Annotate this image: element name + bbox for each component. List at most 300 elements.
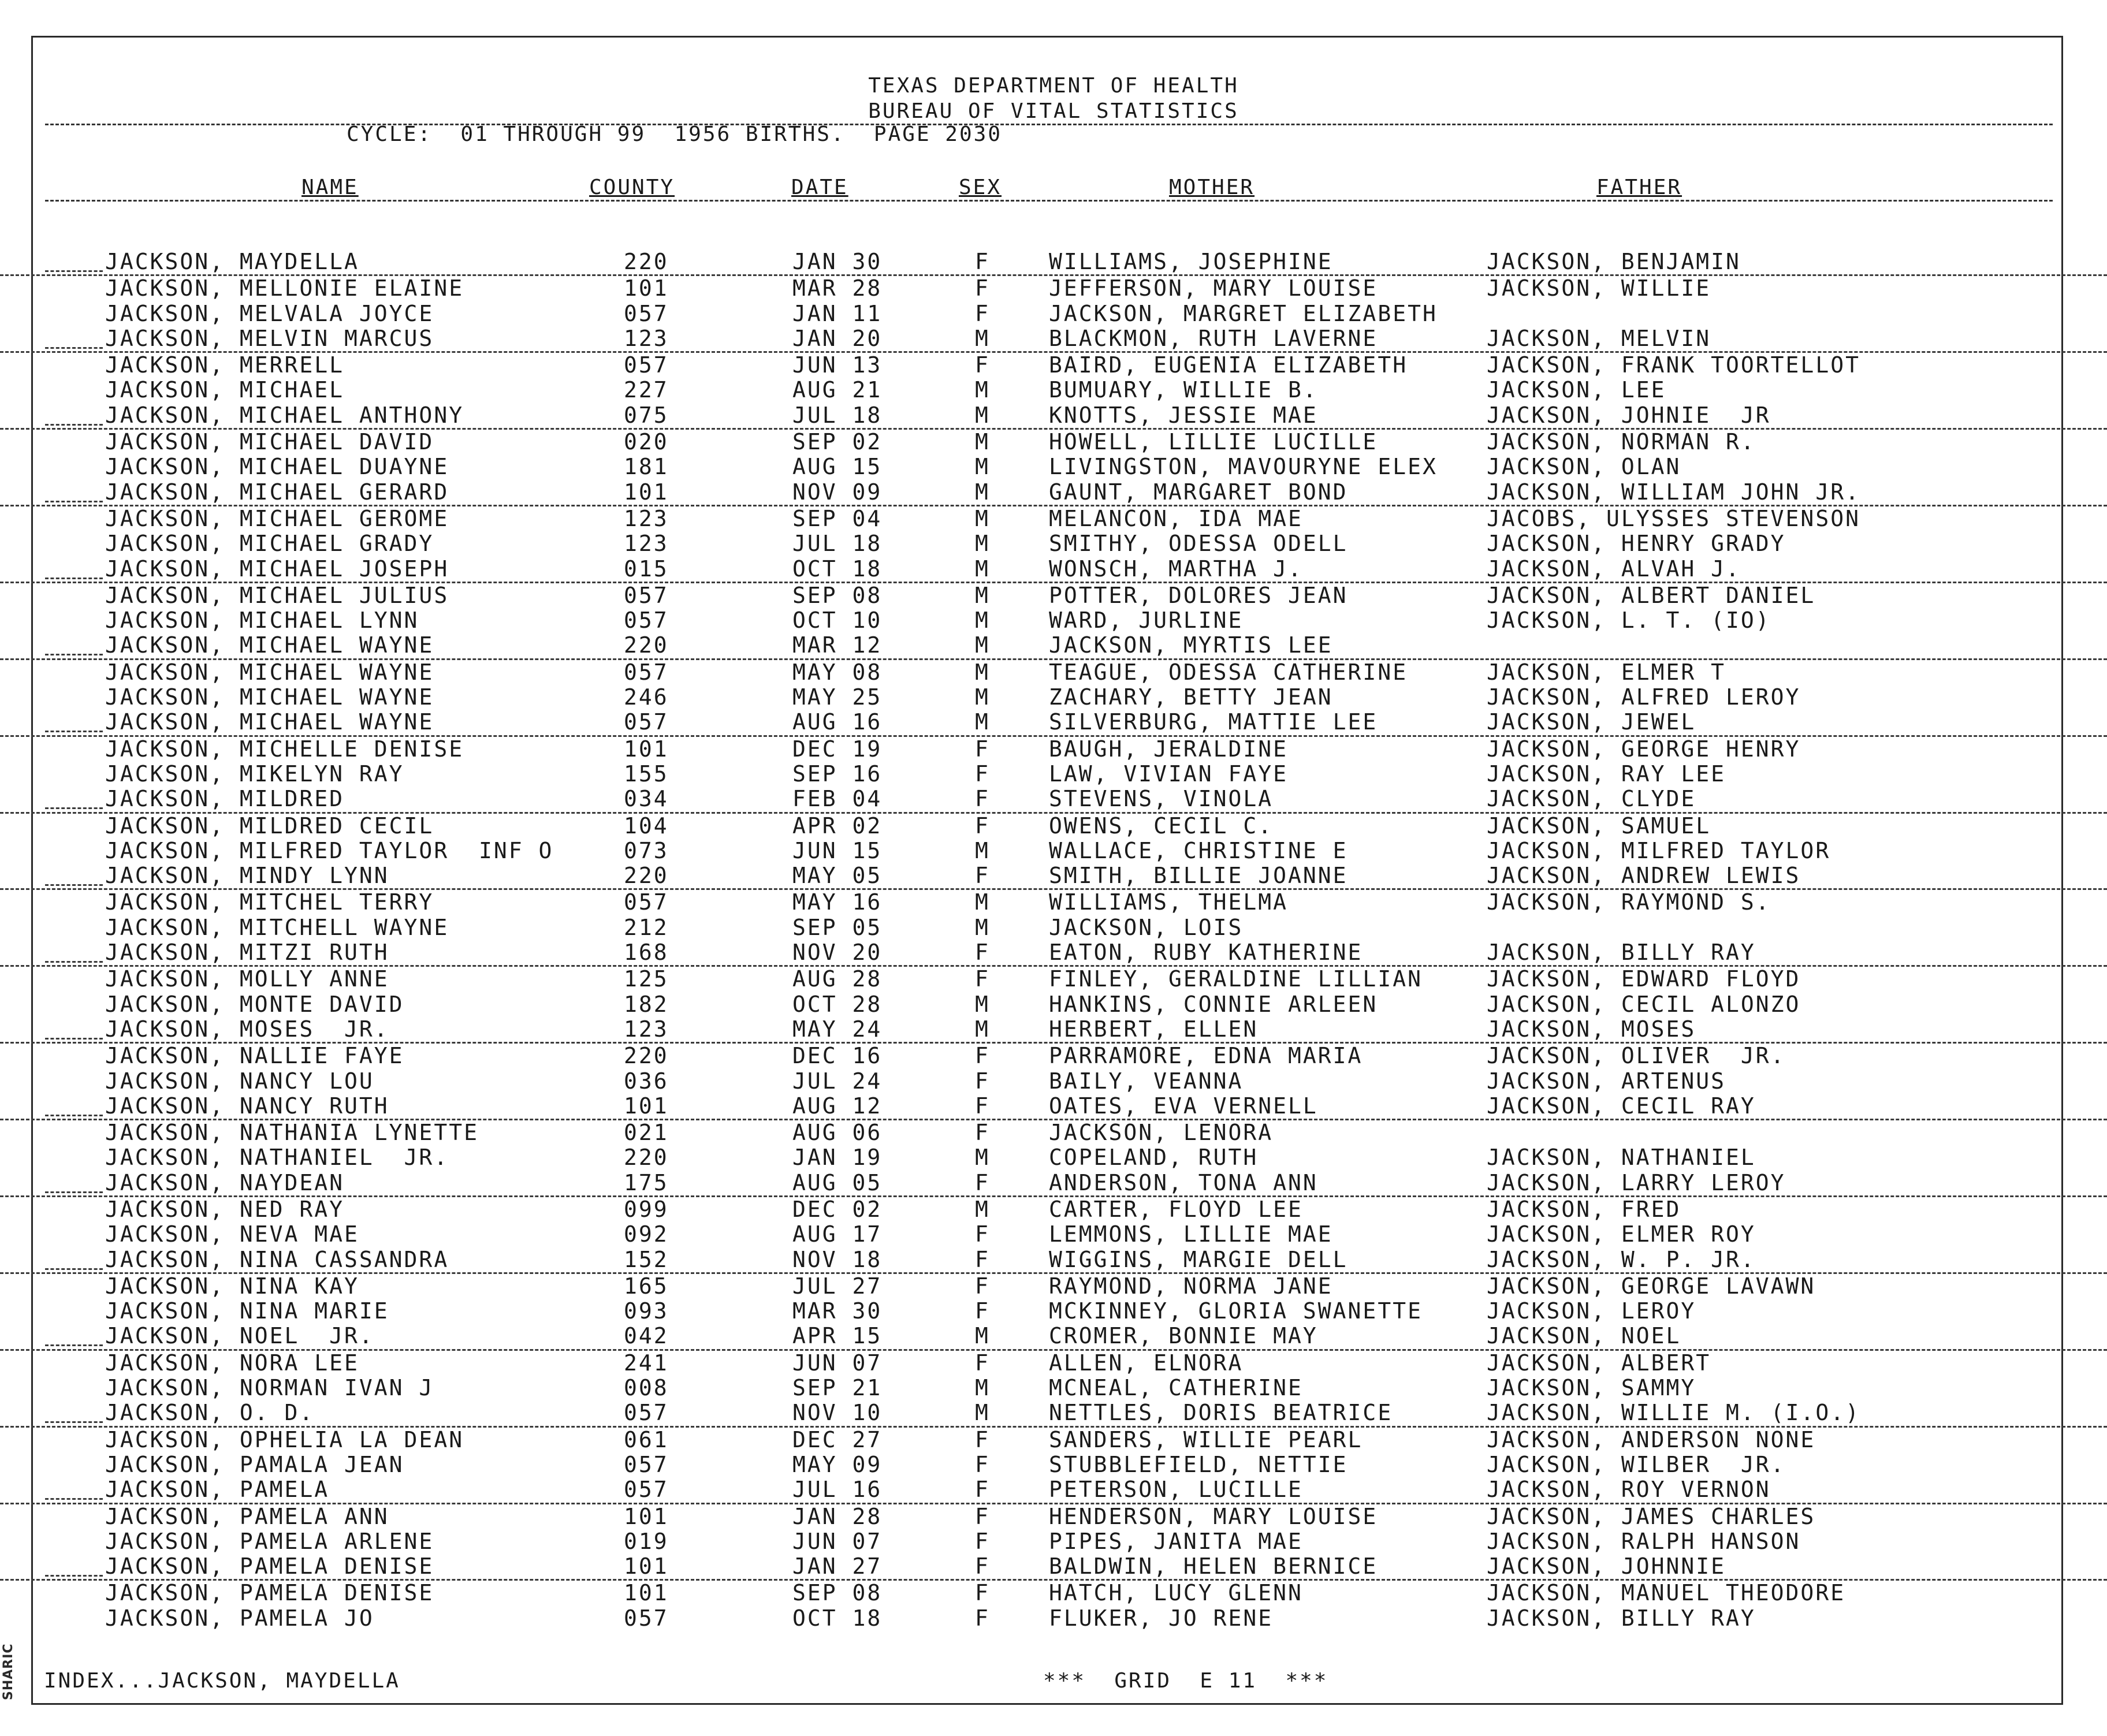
record-mother: WARD, JURLINE bbox=[1049, 608, 1244, 634]
record-county: 034 bbox=[624, 786, 669, 812]
record-date: DEC 16 bbox=[792, 1043, 883, 1069]
record-mother: PIPES, JANITA MAE bbox=[1049, 1528, 1303, 1554]
record-name: JACKSON, NANCY RUTH bbox=[105, 1093, 389, 1119]
record-mother: STEVENS, VINOLA bbox=[1049, 786, 1274, 812]
record-father: JACKSON, RAY LEE bbox=[1487, 761, 1726, 787]
record-date: OCT 10 bbox=[792, 608, 883, 634]
record-sex: M bbox=[975, 684, 990, 710]
record-row bbox=[0, 839, 2107, 863]
record-sex: F bbox=[975, 1477, 990, 1503]
record-sex: M bbox=[975, 608, 990, 634]
record-mother: LEMMONS, LILLIE MAE bbox=[1049, 1221, 1333, 1247]
record-date: MAY 16 bbox=[792, 889, 883, 915]
record-county: 057 bbox=[624, 1605, 669, 1631]
record-county: 220 bbox=[624, 1145, 669, 1171]
record-father: JACKSON, WILLIE bbox=[1487, 275, 1711, 301]
record-sex: F bbox=[975, 1554, 990, 1579]
record-sex: M bbox=[975, 1145, 990, 1171]
record-row bbox=[0, 1094, 2107, 1120]
record-father: JACKSON, W. P. JR. bbox=[1487, 1246, 1756, 1272]
record-father: JACKSON, ANDERSON NONE bbox=[1487, 1426, 1816, 1452]
record-father: JACKSON, JOHNNIE bbox=[1487, 1554, 1726, 1579]
record-name: JACKSON, PAMELA ARLENE bbox=[105, 1528, 434, 1554]
record-county: 015 bbox=[624, 556, 669, 582]
record-mother: SILVERBURG, MATTIE LEE bbox=[1049, 709, 1378, 735]
record-mother: HANKINS, CONNIE ARLEEN bbox=[1049, 991, 1378, 1017]
record-county: 246 bbox=[624, 684, 669, 710]
record-mother: BAILY, VEANNA bbox=[1049, 1068, 1244, 1094]
record-date: JUL 27 bbox=[792, 1273, 883, 1299]
record-date: SEP 08 bbox=[792, 1580, 883, 1606]
record-date: AUG 16 bbox=[792, 709, 883, 735]
record-mother: JACKSON, MARGRET ELIZABETH bbox=[1049, 300, 1438, 326]
record-sex: F bbox=[975, 275, 990, 301]
record-date: MAR 30 bbox=[792, 1298, 883, 1324]
record-mother: HOWELL, LILLIE LUCILLE bbox=[1049, 429, 1378, 455]
record-county: 165 bbox=[624, 1273, 669, 1299]
record-county: 021 bbox=[624, 1120, 669, 1146]
record-mother: GAUNT, MARGARET BOND bbox=[1049, 479, 1348, 505]
record-county: 220 bbox=[624, 249, 669, 274]
record-sex: M bbox=[975, 1323, 990, 1349]
record-name: JACKSON, MICHAEL JOSEPH bbox=[105, 556, 449, 582]
record-county: 220 bbox=[624, 863, 669, 889]
record-sex: M bbox=[975, 505, 990, 531]
record-date: JAN 28 bbox=[792, 1503, 883, 1529]
record-sex: F bbox=[975, 1605, 990, 1631]
record-name: JACKSON, MICHELLE DENISE bbox=[105, 736, 464, 762]
record-father: JACKSON, WILBER JR. bbox=[1487, 1451, 1786, 1477]
record-father: JACKSON, SAMMY bbox=[1487, 1375, 1696, 1401]
record-father: JACKSON, JAMES CHARLES bbox=[1487, 1503, 1816, 1529]
record-mother: STUBBLEFIELD, NETTIE bbox=[1049, 1451, 1348, 1477]
record-name: JACKSON, MICHAEL DUAYNE bbox=[105, 454, 449, 480]
record-date: SEP 08 bbox=[792, 582, 883, 608]
record-row bbox=[0, 633, 2107, 660]
record-row bbox=[0, 1504, 2107, 1529]
record-date: AUG 05 bbox=[792, 1169, 883, 1195]
record-name: JACKSON, MOLLY ANNE bbox=[105, 966, 389, 992]
record-name: JACKSON, MERRELL bbox=[105, 352, 345, 378]
record-date: MAY 09 bbox=[792, 1451, 883, 1477]
record-county: 175 bbox=[624, 1169, 669, 1195]
record-sex: M bbox=[975, 479, 990, 505]
record-row bbox=[0, 890, 2107, 915]
record-mother: ANDERSON, TONA ANN bbox=[1049, 1169, 1318, 1195]
record-father: JACKSON, JOHNIE JR bbox=[1487, 402, 1771, 428]
record-sex: M bbox=[975, 325, 990, 351]
record-county: 104 bbox=[624, 813, 669, 839]
record-county: 101 bbox=[624, 1580, 669, 1606]
record-father: JACKSON, RALPH HANSON bbox=[1487, 1528, 1801, 1554]
record-row bbox=[0, 301, 2107, 326]
record-county: 123 bbox=[624, 325, 669, 351]
record-county: 152 bbox=[624, 1246, 669, 1272]
record-mother: HATCH, LUCY GLENN bbox=[1049, 1580, 1303, 1606]
record-name: JACKSON, MICHAEL GRADY bbox=[105, 531, 434, 557]
record-row bbox=[0, 378, 2107, 403]
record-father: JACKSON, FRANK TOORTELLOT bbox=[1487, 352, 1860, 378]
record-mother: ALLEN, ELNORA bbox=[1049, 1350, 1244, 1376]
record-sex: F bbox=[975, 761, 990, 787]
record-father: JACKSON, MOSES bbox=[1487, 1016, 1696, 1042]
record-father: JACKSON, LEE bbox=[1487, 377, 1666, 403]
record-sex: F bbox=[975, 1580, 990, 1606]
record-county: 057 bbox=[624, 1477, 669, 1503]
record-county: 182 bbox=[624, 991, 669, 1017]
record-sex: F bbox=[975, 352, 990, 378]
record-name: JACKSON, MIKELYN RAY bbox=[105, 761, 404, 787]
record-sex: F bbox=[975, 1043, 990, 1069]
record-name: JACKSON, NEVA MAE bbox=[105, 1221, 359, 1247]
record-father: JACKSON, OLIVER JR. bbox=[1487, 1043, 1786, 1069]
record-county: 092 bbox=[624, 1221, 669, 1247]
record-sex: F bbox=[975, 1169, 990, 1195]
record-sex: M bbox=[975, 377, 990, 403]
record-name: JACKSON, NINA CASSANDRA bbox=[105, 1246, 449, 1272]
record-county: 042 bbox=[624, 1323, 669, 1349]
record-county: 008 bbox=[624, 1375, 669, 1401]
record-row bbox=[0, 1606, 2107, 1631]
record-row bbox=[0, 737, 2107, 762]
record-sex: M bbox=[975, 1196, 990, 1222]
record-row bbox=[0, 608, 2107, 633]
record-county: 101 bbox=[624, 479, 669, 505]
record-row bbox=[0, 506, 2107, 531]
record-father: JACKSON, BILLY RAY bbox=[1487, 940, 1756, 966]
record-row bbox=[0, 814, 2107, 839]
record-name: JACKSON, MICHAEL WAYNE bbox=[105, 709, 434, 735]
record-county: 061 bbox=[624, 1426, 669, 1452]
record-date: MAR 28 bbox=[792, 275, 883, 301]
record-name: JACKSON, MELLONIE ELAINE bbox=[105, 275, 464, 301]
record-row bbox=[0, 1069, 2107, 1094]
record-row bbox=[0, 787, 2107, 813]
record-name: JACKSON, MICHAEL LYNN bbox=[105, 608, 419, 634]
record-row bbox=[0, 1376, 2107, 1400]
record-name: JACKSON, NINA MARIE bbox=[105, 1298, 389, 1324]
record-mother: FINLEY, GERALDINE LILLIAN bbox=[1049, 966, 1423, 992]
record-row bbox=[0, 1247, 2107, 1274]
record-row bbox=[0, 1044, 2107, 1068]
record-row bbox=[0, 430, 2107, 455]
record-date: APR 15 bbox=[792, 1323, 883, 1349]
record-name: JACKSON, NATHANIEL JR. bbox=[105, 1145, 449, 1171]
record-sex: F bbox=[975, 1093, 990, 1119]
record-mother: WONSCH, MARTHA J. bbox=[1049, 556, 1303, 582]
record-father: JACKSON, ALBERT bbox=[1487, 1350, 1711, 1376]
record-sex: F bbox=[975, 1298, 990, 1324]
record-row bbox=[0, 1197, 2107, 1222]
record-sex: F bbox=[975, 1426, 990, 1452]
record-name: JACKSON, NOEL JR. bbox=[105, 1323, 374, 1349]
record-father: JACKSON, CECIL ALONZO bbox=[1487, 991, 1801, 1017]
record-date: SEP 21 bbox=[792, 1375, 883, 1401]
record-mother: CROMER, BONNIE MAY bbox=[1049, 1323, 1318, 1349]
record-date: MAR 12 bbox=[792, 632, 883, 658]
record-date: SEP 05 bbox=[792, 914, 883, 940]
record-sex: M bbox=[975, 531, 990, 557]
record-father: JACKSON, ALBERT DANIEL bbox=[1487, 582, 1816, 608]
record-father: JACKSON, ELMER T bbox=[1487, 659, 1726, 685]
record-father: JACKSON, BILLY RAY bbox=[1487, 1605, 1756, 1631]
record-county: 093 bbox=[624, 1298, 669, 1324]
record-father: JACKSON, NORMAN R. bbox=[1487, 429, 1756, 455]
record-date: AUG 21 bbox=[792, 377, 883, 403]
record-sex: F bbox=[975, 1120, 990, 1146]
record-father: JACKSON, ALVAH J. bbox=[1487, 556, 1741, 582]
record-name: JACKSON, MILDRED bbox=[105, 786, 345, 812]
record-father: JACOBS, ULYSSES STEVENSON bbox=[1487, 505, 1860, 531]
record-date: JAN 19 bbox=[792, 1145, 883, 1171]
record-name: JACKSON, PAMELA DENISE bbox=[105, 1554, 434, 1579]
record-date: APR 02 bbox=[792, 813, 883, 839]
column-header-sex: SEX bbox=[959, 176, 1002, 199]
record-mother: JACKSON, MYRTIS LEE bbox=[1049, 632, 1333, 658]
record-name: JACKSON, NAYDEAN bbox=[105, 1169, 345, 1195]
record-row bbox=[0, 1222, 2107, 1247]
record-sex: F bbox=[975, 1528, 990, 1554]
record-date: SEP 04 bbox=[792, 505, 883, 531]
record-county: 036 bbox=[624, 1068, 669, 1094]
record-sex: F bbox=[975, 940, 990, 966]
record-sex: M bbox=[975, 454, 990, 480]
record-row bbox=[0, 1428, 2107, 1452]
record-mother: POTTER, DOLORES JEAN bbox=[1049, 582, 1348, 608]
agency-title: TEXAS DEPARTMENT OF HEALTH bbox=[868, 74, 1239, 98]
record-father: JACKSON, HENRY GRADY bbox=[1487, 531, 1786, 557]
birth-records-list bbox=[0, 249, 2107, 1631]
record-father: JACKSON, MELVIN bbox=[1487, 325, 1711, 351]
record-row bbox=[0, 685, 2107, 710]
record-date: DEC 19 bbox=[792, 736, 883, 762]
record-sex: F bbox=[975, 863, 990, 889]
record-name: JACKSON, MOSES JR. bbox=[105, 1016, 389, 1042]
record-date: FEB 04 bbox=[792, 786, 883, 812]
record-mother: BAUGH, JERALDINE bbox=[1049, 736, 1289, 762]
record-mother: MCNEAL, CATHERINE bbox=[1049, 1375, 1303, 1401]
record-mother: JEFFERSON, MARY LOUISE bbox=[1049, 275, 1378, 301]
record-mother: OWENS, CECIL C. bbox=[1049, 813, 1274, 839]
record-row bbox=[0, 992, 2107, 1017]
record-father: JACKSON, L. T. (IO) bbox=[1487, 608, 1771, 634]
record-row bbox=[0, 1400, 2107, 1427]
record-name: JACKSON, PAMELA ANN bbox=[105, 1503, 389, 1529]
record-sex: F bbox=[975, 1068, 990, 1094]
record-date: MAY 05 bbox=[792, 863, 883, 889]
record-name: JACKSON, NED RAY bbox=[105, 1196, 345, 1222]
record-county: 057 bbox=[624, 608, 669, 634]
record-row bbox=[0, 1274, 2107, 1299]
record-row bbox=[0, 583, 2107, 608]
column-header-rule bbox=[45, 200, 2053, 202]
record-mother: BLACKMON, RUTH LAVERNE bbox=[1049, 325, 1378, 351]
record-mother: KNOTTS, JESSIE MAE bbox=[1049, 402, 1318, 428]
record-date: MAY 25 bbox=[792, 684, 883, 710]
record-county: 123 bbox=[624, 531, 669, 557]
record-date: JAN 11 bbox=[792, 300, 883, 326]
record-name: JACKSON, MICHAEL ANTHONY bbox=[105, 402, 464, 428]
record-mother: MELANCON, IDA MAE bbox=[1049, 505, 1303, 531]
record-county: 241 bbox=[624, 1350, 669, 1376]
record-sex: M bbox=[975, 1016, 990, 1042]
record-father: JACKSON, CLYDE bbox=[1487, 786, 1696, 812]
record-county: 101 bbox=[624, 736, 669, 762]
record-row bbox=[0, 531, 2107, 556]
record-county: 123 bbox=[624, 1016, 669, 1042]
record-date: OCT 18 bbox=[792, 556, 883, 582]
record-county: 101 bbox=[624, 1554, 669, 1579]
record-sex: M bbox=[975, 659, 990, 685]
record-father: JACKSON, ROY VERNON bbox=[1487, 1477, 1771, 1503]
record-sex: M bbox=[975, 556, 990, 582]
record-father: JACKSON, MANUEL THEODORE bbox=[1487, 1580, 1846, 1606]
record-name: JACKSON, MICHAEL WAYNE bbox=[105, 659, 434, 685]
record-row bbox=[0, 1477, 2107, 1504]
record-father: JACKSON, NATHANIEL bbox=[1487, 1145, 1756, 1171]
footer-index: INDEX...JACKSON, MAYDELLA bbox=[44, 1669, 400, 1693]
record-sex: M bbox=[975, 632, 990, 658]
record-date: AUG 06 bbox=[792, 1120, 883, 1146]
record-date: AUG 12 bbox=[792, 1093, 883, 1119]
record-date: OCT 18 bbox=[792, 1605, 883, 1631]
record-row bbox=[0, 940, 2107, 967]
record-county: 057 bbox=[624, 659, 669, 685]
record-date: SEP 16 bbox=[792, 761, 883, 787]
record-mother: BAIRD, EUGENIA ELIZABETH bbox=[1049, 352, 1408, 378]
record-father: JACKSON, MILFRED TAYLOR bbox=[1487, 837, 1831, 863]
record-name: JACKSON, PAMELA JO bbox=[105, 1605, 374, 1631]
record-mother: EATON, RUBY KATHERINE bbox=[1049, 940, 1363, 966]
record-date: SEP 02 bbox=[792, 429, 883, 455]
record-sex: F bbox=[975, 813, 990, 839]
record-father: JACKSON, GEORGE LAVAWN bbox=[1487, 1273, 1816, 1299]
footer-grid: *** GRID E 11 *** bbox=[1043, 1669, 1328, 1693]
record-sex: F bbox=[975, 249, 990, 274]
record-name: JACKSON, MILDRED CECIL bbox=[105, 813, 434, 839]
record-mother: WALLACE, CHRISTINE E bbox=[1049, 837, 1348, 863]
record-date: JUN 13 bbox=[792, 352, 883, 378]
record-row bbox=[0, 710, 2107, 736]
record-date: OCT 28 bbox=[792, 991, 883, 1017]
record-mother: PARRAMORE, EDNA MARIA bbox=[1049, 1043, 1363, 1069]
record-county: 123 bbox=[624, 505, 669, 531]
record-date: JUL 18 bbox=[792, 402, 883, 428]
record-county: 057 bbox=[624, 709, 669, 735]
record-row bbox=[0, 1554, 2107, 1581]
record-name: JACKSON, MINDY LYNN bbox=[105, 863, 389, 889]
record-sex: F bbox=[975, 1246, 990, 1272]
record-mother: ZACHARY, BETTY JEAN bbox=[1049, 684, 1333, 710]
record-row bbox=[0, 326, 2107, 353]
record-date: NOV 09 bbox=[792, 479, 883, 505]
record-row bbox=[0, 1452, 2107, 1477]
record-row bbox=[0, 1581, 2107, 1605]
record-name: JACKSON, NORMAN IVAN J bbox=[105, 1375, 434, 1401]
record-name: JACKSON, NINA KAY bbox=[105, 1273, 359, 1299]
record-mother: WIGGINS, MARGIE DELL bbox=[1049, 1246, 1348, 1272]
record-county: 101 bbox=[624, 1093, 669, 1119]
record-mother: WILLIAMS, JOSEPHINE bbox=[1049, 249, 1333, 274]
column-header-father: FATHER bbox=[1596, 176, 1682, 199]
record-county: 073 bbox=[624, 837, 669, 863]
record-mother: FLUKER, JO RENE bbox=[1049, 1605, 1274, 1631]
record-name: JACKSON, MELVALA JOYCE bbox=[105, 300, 434, 326]
record-row bbox=[0, 249, 2107, 276]
record-mother: COPELAND, RUTH bbox=[1049, 1145, 1259, 1171]
column-header-mother: MOTHER bbox=[1169, 176, 1255, 199]
record-date: JUN 07 bbox=[792, 1350, 883, 1376]
record-row bbox=[0, 967, 2107, 992]
record-name: JACKSON, MILFRED TAYLOR INF O bbox=[105, 837, 554, 863]
record-sex: M bbox=[975, 429, 990, 455]
record-father: JACKSON, ELMER ROY bbox=[1487, 1221, 1756, 1247]
record-name: JACKSON, MICHAEL JULIUS bbox=[105, 582, 449, 608]
record-name: JACKSON, MICHAEL DAVID bbox=[105, 429, 434, 455]
record-date: JUN 07 bbox=[792, 1528, 883, 1554]
record-date: AUG 17 bbox=[792, 1221, 883, 1247]
record-father: JACKSON, OLAN bbox=[1487, 454, 1681, 480]
record-mother: BUMUARY, WILLIE B. bbox=[1049, 377, 1318, 403]
record-row bbox=[0, 1299, 2107, 1324]
record-father: JACKSON, GEORGE HENRY bbox=[1487, 736, 1801, 762]
record-name: JACKSON, MITZI RUTH bbox=[105, 940, 389, 966]
record-date: JUL 18 bbox=[792, 531, 883, 557]
record-mother: OATES, EVA VERNELL bbox=[1049, 1093, 1318, 1119]
record-mother: LAW, VIVIAN FAYE bbox=[1049, 761, 1289, 787]
record-row bbox=[0, 1351, 2107, 1376]
record-sex: F bbox=[975, 1350, 990, 1376]
record-county: 220 bbox=[624, 1043, 669, 1069]
record-mother: LIVINGSTON, MAVOURYNE ELEX bbox=[1049, 454, 1438, 480]
record-row bbox=[0, 863, 2107, 890]
record-county: 057 bbox=[624, 889, 669, 915]
record-date: MAY 24 bbox=[792, 1016, 883, 1042]
record-row bbox=[0, 480, 2107, 506]
record-name: JACKSON, MITCHELL WAYNE bbox=[105, 914, 449, 940]
record-name: JACKSON, MICHAEL bbox=[105, 377, 345, 403]
record-name: JACKSON, PAMELA DENISE bbox=[105, 1580, 434, 1606]
record-date: AUG 15 bbox=[792, 454, 883, 480]
record-name: JACKSON, NORA LEE bbox=[105, 1350, 359, 1376]
record-name: JACKSON, MICHAEL GEROME bbox=[105, 505, 449, 531]
record-father: JACKSON, WILLIE M. (I.O.) bbox=[1487, 1400, 1860, 1426]
record-name: JACKSON, MONTE DAVID bbox=[105, 991, 404, 1017]
record-sex: F bbox=[975, 1451, 990, 1477]
record-county: 212 bbox=[624, 914, 669, 940]
record-sex: M bbox=[975, 709, 990, 735]
record-county: 057 bbox=[624, 352, 669, 378]
record-date: JUL 24 bbox=[792, 1068, 883, 1094]
record-row bbox=[0, 1120, 2107, 1145]
record-county: 227 bbox=[624, 377, 669, 403]
record-father: JACKSON, FRED bbox=[1487, 1196, 1681, 1222]
record-father: JACKSON, ANDREW LEWIS bbox=[1487, 863, 1801, 889]
record-father: JACKSON, SAMUEL bbox=[1487, 813, 1711, 839]
record-sex: M bbox=[975, 889, 990, 915]
column-header-county: COUNTY bbox=[589, 176, 675, 199]
record-mother: NETTLES, DORIS BEATRICE bbox=[1049, 1400, 1393, 1426]
record-date: JUN 15 bbox=[792, 837, 883, 863]
record-date: JAN 27 bbox=[792, 1554, 883, 1579]
record-mother: TEAGUE, ODESSA CATHERINE bbox=[1049, 659, 1408, 685]
record-mother: SMITHY, ODESSA ODELL bbox=[1049, 531, 1348, 557]
record-row bbox=[0, 403, 2107, 430]
record-father: JACKSON, ARTENUS bbox=[1487, 1068, 1726, 1094]
record-row bbox=[0, 1171, 2107, 1197]
record-county: 181 bbox=[624, 454, 669, 480]
record-sex: M bbox=[975, 837, 990, 863]
